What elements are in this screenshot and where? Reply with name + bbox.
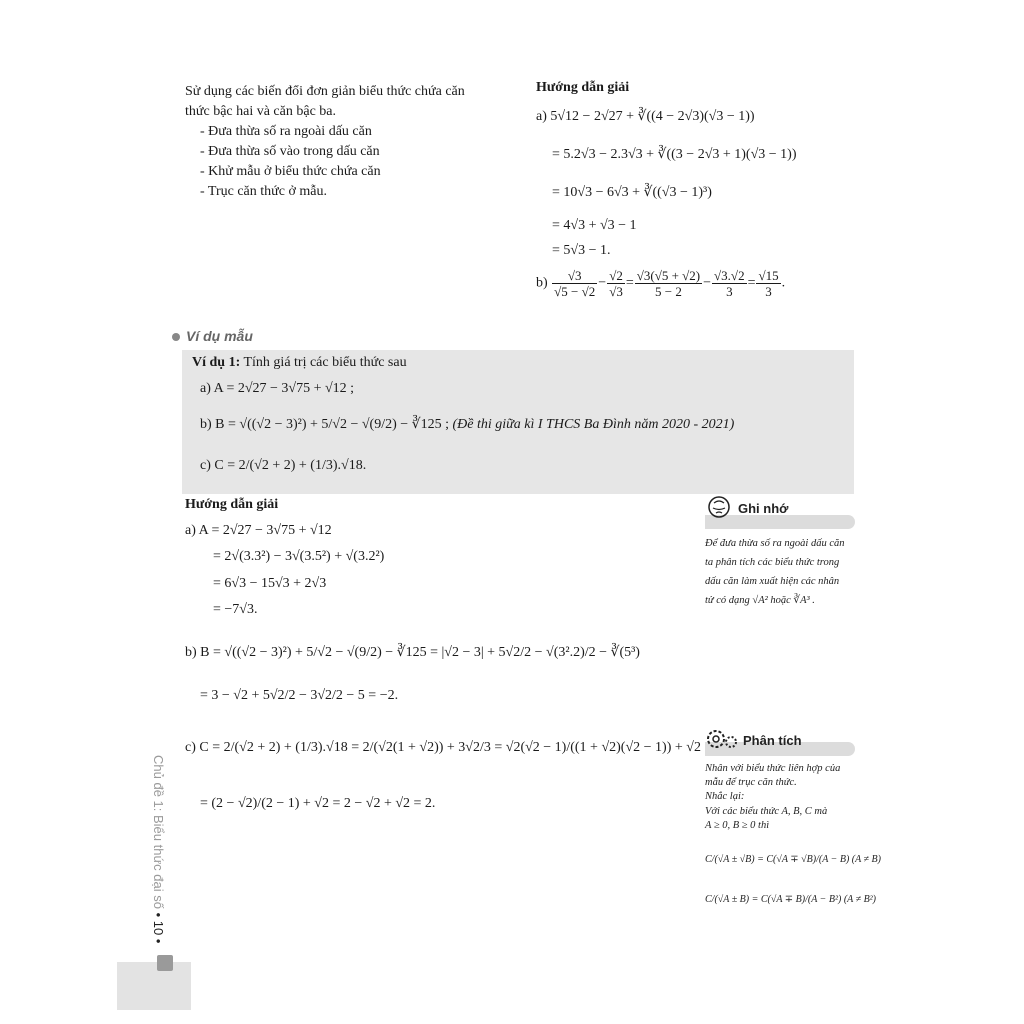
phan-tich-title: Phân tích bbox=[743, 733, 802, 748]
top-solution-heading: Hướng dẫn giải bbox=[536, 80, 630, 95]
ghi-nho-line: tử có dạng √A² hoặc ∛A³ . bbox=[705, 595, 815, 606]
top-solution-a-line: a) 5√12 − 2√27 + ∛((4 − 2√3)(√3 − 1)) bbox=[536, 109, 755, 124]
ghi-nho-line: dấu căn làm xuất hiện các nhân bbox=[705, 576, 840, 587]
example-part-b: b) B = √((√2 − 3)²) + 5/√2 − √(9/2) − ∛125 ; (Đề thi giữa kì I THCS Ba Đình năm 2020 - 2021) bbox=[200, 417, 735, 432]
solution-a-line: = 6√3 − 15√3 + 2√3 bbox=[213, 576, 327, 591]
list-item: - Đưa thừa số vào trong dấu căn bbox=[200, 144, 380, 159]
phan-tich-formula: C/(√A ± √B) = C(√A ∓ √B)/(A − B) (A ≠ B) bbox=[705, 854, 881, 865]
phan-tich-line: Nhắc lại: bbox=[705, 791, 745, 802]
list-item: - Trục căn thức ở mẫu. bbox=[200, 184, 327, 199]
gears-icon bbox=[705, 727, 741, 756]
brain-gear-icon bbox=[705, 494, 735, 525]
example-part-a: a) A = 2√27 − 3√75 + √12 ; bbox=[200, 381, 355, 396]
bullet-dot-icon bbox=[172, 333, 180, 341]
ghi-nho-title: Ghi nhớ bbox=[738, 501, 789, 516]
solution-a-line: a) A = 2√27 − 3√75 + √12 bbox=[185, 523, 332, 538]
top-solution-a-line: = 10√3 − 6√3 + ∛((√3 − 1)³) bbox=[552, 185, 712, 200]
top-solution-b-line: b) $\frac{√3}{√5 - √2}$ − $\frac{√2}{√3}$ = $\frac{√3(√5 + √2)}{5 - 2}$ − $\frac{√3.√2}{3}$ = $\frac{√15}{3}$ . bbox=[536, 268, 786, 299]
list-item: - Khử mẫu ở biểu thức chứa căn bbox=[200, 164, 381, 179]
ghi-nho-line: Để đưa thừa số ra ngoài dấu căn bbox=[705, 538, 845, 549]
page-number: 10 bbox=[151, 920, 166, 936]
solution-b-line: b) B = √((√2 − 3)²) + 5/√2 − √(9/2) − ∛125 = |√2 − 3| + 5√2/2 − √(3².2)/2 − ∛(5³) bbox=[185, 645, 640, 660]
example-section-heading: Ví dụ mẫu bbox=[186, 328, 253, 344]
phan-tich-line: Nhân với biểu thức liên hợp của bbox=[705, 763, 841, 774]
page-tab bbox=[117, 962, 191, 1010]
solution-c-line: c) C = 2/(√2 + 2) + (1/3).√18 = 2/(√2(1 + √2)) + 3√2/3 = √2(√2 − 1)/((1 + √2)(√2 − 1)) + √2 bbox=[185, 740, 701, 755]
solution-a-line: = −7√3. bbox=[213, 602, 258, 617]
top-solution-a-line: = 5√3 − 1. bbox=[552, 243, 611, 258]
phan-tich-line: mẫu để trục căn thức. bbox=[705, 777, 797, 788]
page-marker bbox=[157, 955, 173, 971]
top-solution-a-line: = 4√3 + √3 − 1 bbox=[552, 218, 637, 233]
phan-tich-formula: C/(√A ± B) = C(√A ∓ B)/(A − B²) (A ≠ B²) bbox=[705, 894, 877, 905]
intro-list bbox=[185, 122, 515, 202]
solution-heading: Hướng dẫn giải bbox=[185, 497, 279, 512]
running-header: Chủ đề 1: Biểu thức đại số • 10 • bbox=[151, 755, 166, 944]
intro-line-2: thức bậc hai và căn bậc ba. bbox=[185, 104, 337, 119]
solution-c-line: = (2 − √2)/(2 − 1) + √2 = 2 − √2 + √2 = 2. bbox=[200, 796, 436, 811]
fraction: $\frac{√15}{3}$ bbox=[758, 268, 779, 299]
fraction: $\frac{√3}{√5 - √2}$ bbox=[554, 268, 596, 299]
list-item: - Đưa thừa số ra ngoài dấu căn bbox=[200, 124, 372, 139]
phan-tich-line: A ≥ 0, B ≥ 0 thì bbox=[705, 820, 770, 831]
example-part-c: c) C = 2/(√2 + 2) + (1/3).√18. bbox=[200, 458, 367, 473]
top-solution-a-line: = 5.2√3 − 2.3√3 + ∛((3 − 2√3 + 1)(√3 − 1)) bbox=[552, 147, 797, 162]
fraction: $\frac{√3(√5 + √2)}{5 - 2}$ bbox=[636, 268, 701, 299]
example-title: Ví dụ 1: Tính giá trị các biểu thức sau bbox=[192, 355, 407, 370]
fraction: $\frac{√3.√2}{3}$ bbox=[714, 268, 745, 299]
intro-line-1: Sử dụng các biến đổi đơn giản biểu thức chứa căn bbox=[185, 84, 465, 99]
ghi-nho-line: ta phân tích các biểu thức trong bbox=[705, 557, 840, 568]
solution-b-line: = 3 − √2 + 5√2/2 − 3√2/2 − 5 = −2. bbox=[200, 688, 399, 703]
phan-tich-line: Với các biểu thức A, B, C mà bbox=[705, 806, 828, 817]
fraction: $\frac{√2}{√3}$ bbox=[609, 268, 623, 299]
intro-block bbox=[185, 82, 515, 202]
solution-a-line: = 2√(3.3²) − 3√(3.5²) + √(3.2²) bbox=[213, 549, 385, 564]
